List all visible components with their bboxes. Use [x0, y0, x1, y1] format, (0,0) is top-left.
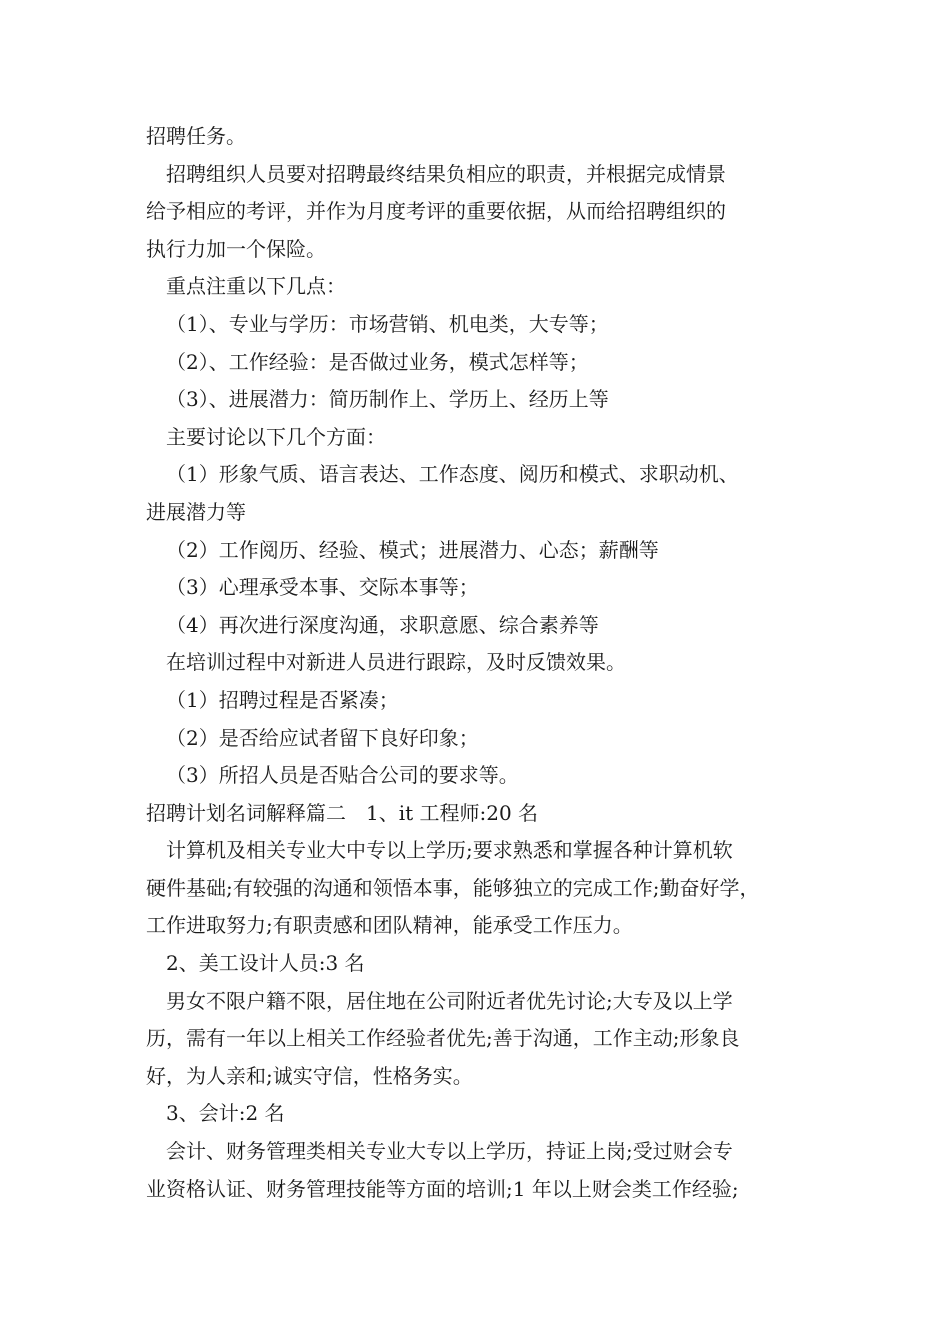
text-line: 业资格认证、财务管理技能等方面的培训;1 年以上财会类工作经验; [146, 1176, 739, 1201]
text-line: （2）是否给应试者留下良好印象； [166, 725, 479, 750]
text-line: 硬件基础;有较强的沟通和领悟本事，能够独立的完成工作;勤奋好学， [146, 875, 760, 900]
text-line: （3）所招人员是否贴合公司的要求等。 [166, 763, 519, 788]
text-line: 会计、财务管理类相关专业大专以上学历，持证上岗;受过财会专 [166, 1139, 733, 1164]
document-body [146, 118, 816, 1208]
text-line: 招聘组织人员要对招聘最终结果负相应的职责，并根据完成情景 [166, 161, 726, 186]
text-line: 计算机及相关专业大中专以上学历;要求熟悉和掌握各种计算机软 [166, 838, 733, 863]
text-line: 男女不限户籍不限，居住地在公司附近者优先讨论;大专及以上学 [166, 988, 733, 1013]
text-line: （3）、进展潜力：简历制作上、学历上、经历上等 [166, 387, 609, 412]
text-line: 招聘任务。 [146, 124, 246, 148]
text-line: 重点注重以下几点： [166, 274, 346, 299]
text-line: 在培训过程中对新进人员进行跟踪，及时反馈效果。 [166, 650, 626, 675]
text-line: 招聘计划名词解释篇二 1、it 工程师:20 名 [146, 800, 539, 825]
text-line: 给予相应的考评，并作为月度考评的重要依据，从而给招聘组织的 [146, 199, 726, 224]
text-line: （4）再次进行深度沟通，求职意愿、综合素养等 [166, 612, 599, 637]
text-line: （3）心理承受本事、交际本事等； [166, 575, 479, 600]
text-line: 好，为人亲和;诚实守信，性格务实。 [146, 1063, 473, 1088]
text-line: （1）、专业与学历：市场营销、机电类，大专等； [166, 311, 609, 336]
text-line: 进展潜力等 [146, 499, 246, 524]
text-line: 执行力加一个保险。 [146, 236, 326, 261]
text-line: 历，需有一年以上相关工作经验者优先;善于沟通，工作主动;形象良 [146, 1026, 740, 1051]
text-line: （1）招聘过程是否紧凑； [166, 687, 399, 712]
text-line: 主要讨论以下几个方面： [166, 424, 386, 449]
text-line: （1）形象气质、语言表达、工作态度、阅历和模式、求职动机、 [166, 462, 739, 487]
text-line: 2、美工设计人员:3 名 [166, 951, 365, 976]
text-line: 工作进取努力;有职责感和团队精神，能承受工作压力。 [146, 913, 633, 938]
text-line: （2）工作阅历、经验、模式；进展潜力、心态；薪酬等 [166, 537, 659, 562]
text-line: 3、会计:2 名 [166, 1101, 285, 1126]
text-line: （2）、工作经验：是否做过业务，模式怎样等； [166, 349, 589, 374]
